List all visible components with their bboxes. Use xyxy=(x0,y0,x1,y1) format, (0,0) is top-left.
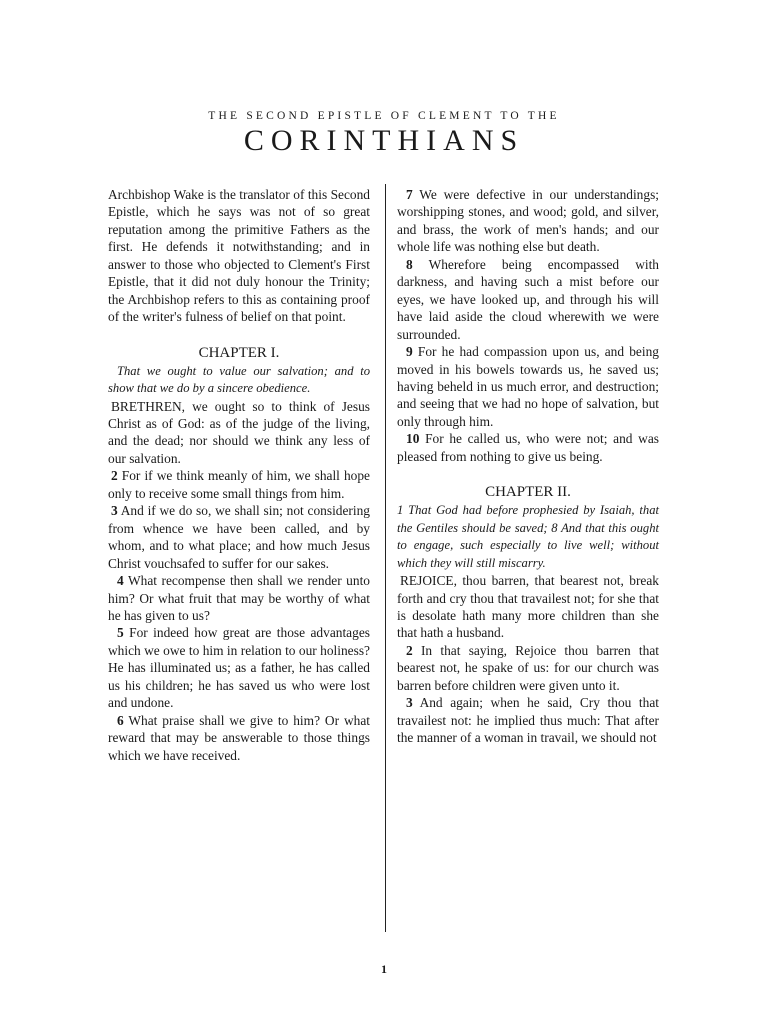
verse-number: 2 xyxy=(406,642,413,658)
chapter-1-verse-6 xyxy=(108,712,370,764)
verse-text: And if we do so, we shall sin; not considering from whence we have been called, and by whom, and to what place; and how much Jesus Christ vouchsafed to suffer for our sakes. xyxy=(108,503,370,571)
chapter-1-verse-3 xyxy=(108,502,370,572)
verse-text: For if we think meanly of him, we shall hope only to receive some small things from him. xyxy=(108,468,370,501)
chapter-2-summary: 1 That God had before prophesied by Isaiah, that the Gentiles should be saved; 8 And that this ought to engage, such especially to live well; without which they will still miscarry. xyxy=(397,503,659,570)
intro-paragraph: Archbishop Wake is the translator of this Second Epistle, which he says was not of so great reputation among the primitive Fathers as the first. He defends it notwithstanding; and in answer to those who objected to Clement's First Epistle, that it did not duly honour the Trinity; the Archbishop refers to this as containing proof of the writer's fulness of belief on that point. xyxy=(108,187,370,325)
chapter-1-verse-5 xyxy=(108,624,370,711)
verse-number: 4 xyxy=(117,573,124,589)
verse-number: 6 xyxy=(117,712,124,728)
chapter-2-verse-3 xyxy=(397,694,659,746)
verse-text: And again; when he said, Cry thou that travailest not: he implied thus much: That after the manner of a woman in travail, we should not xyxy=(397,695,660,746)
verse-text: We were defective in our understandings; worshipping stones, and wood; gold, and silver, and brass, the work of men's hands; and our whole life was nothing else but death. xyxy=(397,187,660,255)
chapter-1-heading: CHAPTER I. xyxy=(198,344,280,361)
chapter-2-verse-1: REJOICE, thou barren, that bearest not, break forth and cry thou that travailest not; for she that is desolate hath many more children than she that hath a husband. xyxy=(397,573,659,641)
verse-number: 3 xyxy=(406,695,413,711)
verse-text: For he had compassion upon us, and being moved in his bowels towards us, he saved us; having beheld in us much error, and destruction; and seeing that we had no hope of salvation, but only through him. xyxy=(397,344,659,429)
verse-text: Wherefore being encompassed with darkness, and having such a mist before our eyes, we have looked up, and through his will have laid aside the cloud wherewith we were surrounded. xyxy=(397,256,660,342)
chapter-1-verse-7 xyxy=(397,186,659,256)
chapter-1-verse-2 xyxy=(108,467,370,502)
verse-number: 10 xyxy=(406,431,420,447)
verse-number: 8 xyxy=(406,256,413,272)
chapter-1-verse-10 xyxy=(397,430,659,465)
page-number: 1 xyxy=(381,962,387,976)
verse-text: What recompense then shall we render unto him? Or what fruit that may be worthy of what he has given to us? xyxy=(108,573,370,623)
chapter-1-verse-1: BRETHREN, we ought so to think of Jesus Christ as of God: as of the judge of the living, and the dead; nor should we think any less of our salvation. xyxy=(108,398,370,466)
verse-number: 5 xyxy=(117,625,124,641)
pre-title: THE SECOND EPISTLE OF CLEMENT TO THE xyxy=(208,110,560,122)
verse-number: 9 xyxy=(406,344,413,360)
verse-text: For indeed how great are those advantages which we owe to him in relation to our holiness? He has illuminated us; as a father, he has called us his children; he has saved us who were lost and undone. xyxy=(108,625,370,711)
chapter-1-verse-9 xyxy=(397,343,659,430)
chapter-2-heading: CHAPTER II. xyxy=(485,484,571,501)
column-divider xyxy=(385,184,386,932)
verse-text: What praise shall we give to him? Or what reward that may be answerable to those things which we have received. xyxy=(108,712,371,763)
verse-number: 3 xyxy=(111,503,118,519)
verse-text: For he called us, who were not; and was pleased from nothing to give us being. xyxy=(397,431,659,464)
verse-number: 2 xyxy=(111,468,118,484)
right-column xyxy=(397,186,659,747)
chapter-2-verse-2 xyxy=(397,642,659,694)
chapter-1-verse-8 xyxy=(397,256,659,343)
left-column xyxy=(108,186,370,764)
chapter-1-summary: That we ought to value our salvation; and to show that we do by a sincere obedience. xyxy=(108,363,370,396)
chapter-1-verse-4 xyxy=(108,572,370,624)
verse-number: 7 xyxy=(406,187,413,202)
page-title: CORINTHIANS xyxy=(243,124,525,157)
verse-text: In that saying, Rejoice thou barren that bearest not, he spake of us: for our church was barren before children were given unto it. xyxy=(397,642,660,693)
